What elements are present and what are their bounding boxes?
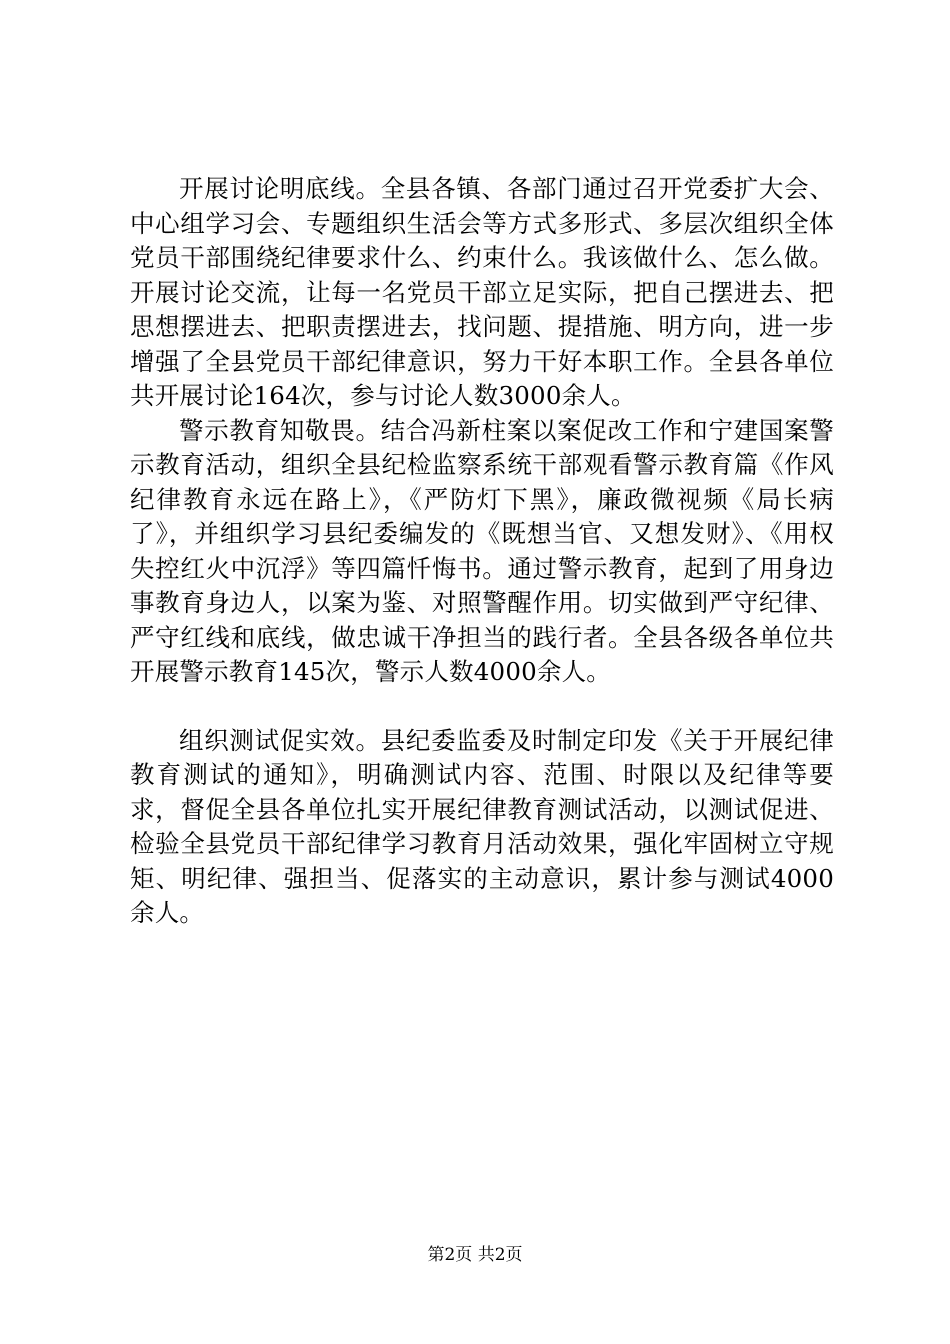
document-body: [130, 172, 834, 931]
paragraph-testing: 组织测试促实效。县纪委监委及时制定印发《关于开展纪律教育测试的通知》，明确测试内容、范围、时限以及纪律等要求，督促全县各单位扎实开展纪律教育测试活动，以测试促进、检验全县党员干部纪律学习教育月活动效果，强化牢固树立守规矩、明纪律、强担当、促落实的主动意识，累计参与测试4000余人。: [130, 725, 834, 927]
paragraph-warning-education: 警示教育知敬畏。结合冯新柱案以案促改工作和宁建国案警示教育活动，组织全县纪检监察系统干部观看警示教育篇《作风纪律教育永远在路上》，《严防灯下黑》，廉政微视频《局长病了》，并组织学习县纪委编发的《既想当官、又想发财》、《用权失控红火中沉浮》等四篇忏悔书。通过警示教育，起到了用身边事教育身边人，以案为鉴、对照警醒作用。切实做到严守纪律、严守红线和底线，做忠诚干净担当的践行者。全县各级各单位共开展警示教育145次，警示人数4000余人。: [130, 415, 834, 686]
paragraph-discussion: 开展讨论明底线。全县各镇、各部门通过召开党委扩大会、中心组学习会、专题组织生活会等方式多形式、多层次组织全体党员干部围绕纪律要求什么、约束什么。我该做什么、怎么做。开展讨论交流，让每一名党员干部立足实际，把自己摆进去、把思想摆进去、把职责摆进去，找问题、提措施、明方向，进一步增强了全县党员干部纪律意识，努力干好本职工作。全县各单位共开展讨论164次，参与讨论人数3000余人。: [130, 174, 834, 410]
page-footer: 第2页 共2页: [427, 1245, 523, 1265]
